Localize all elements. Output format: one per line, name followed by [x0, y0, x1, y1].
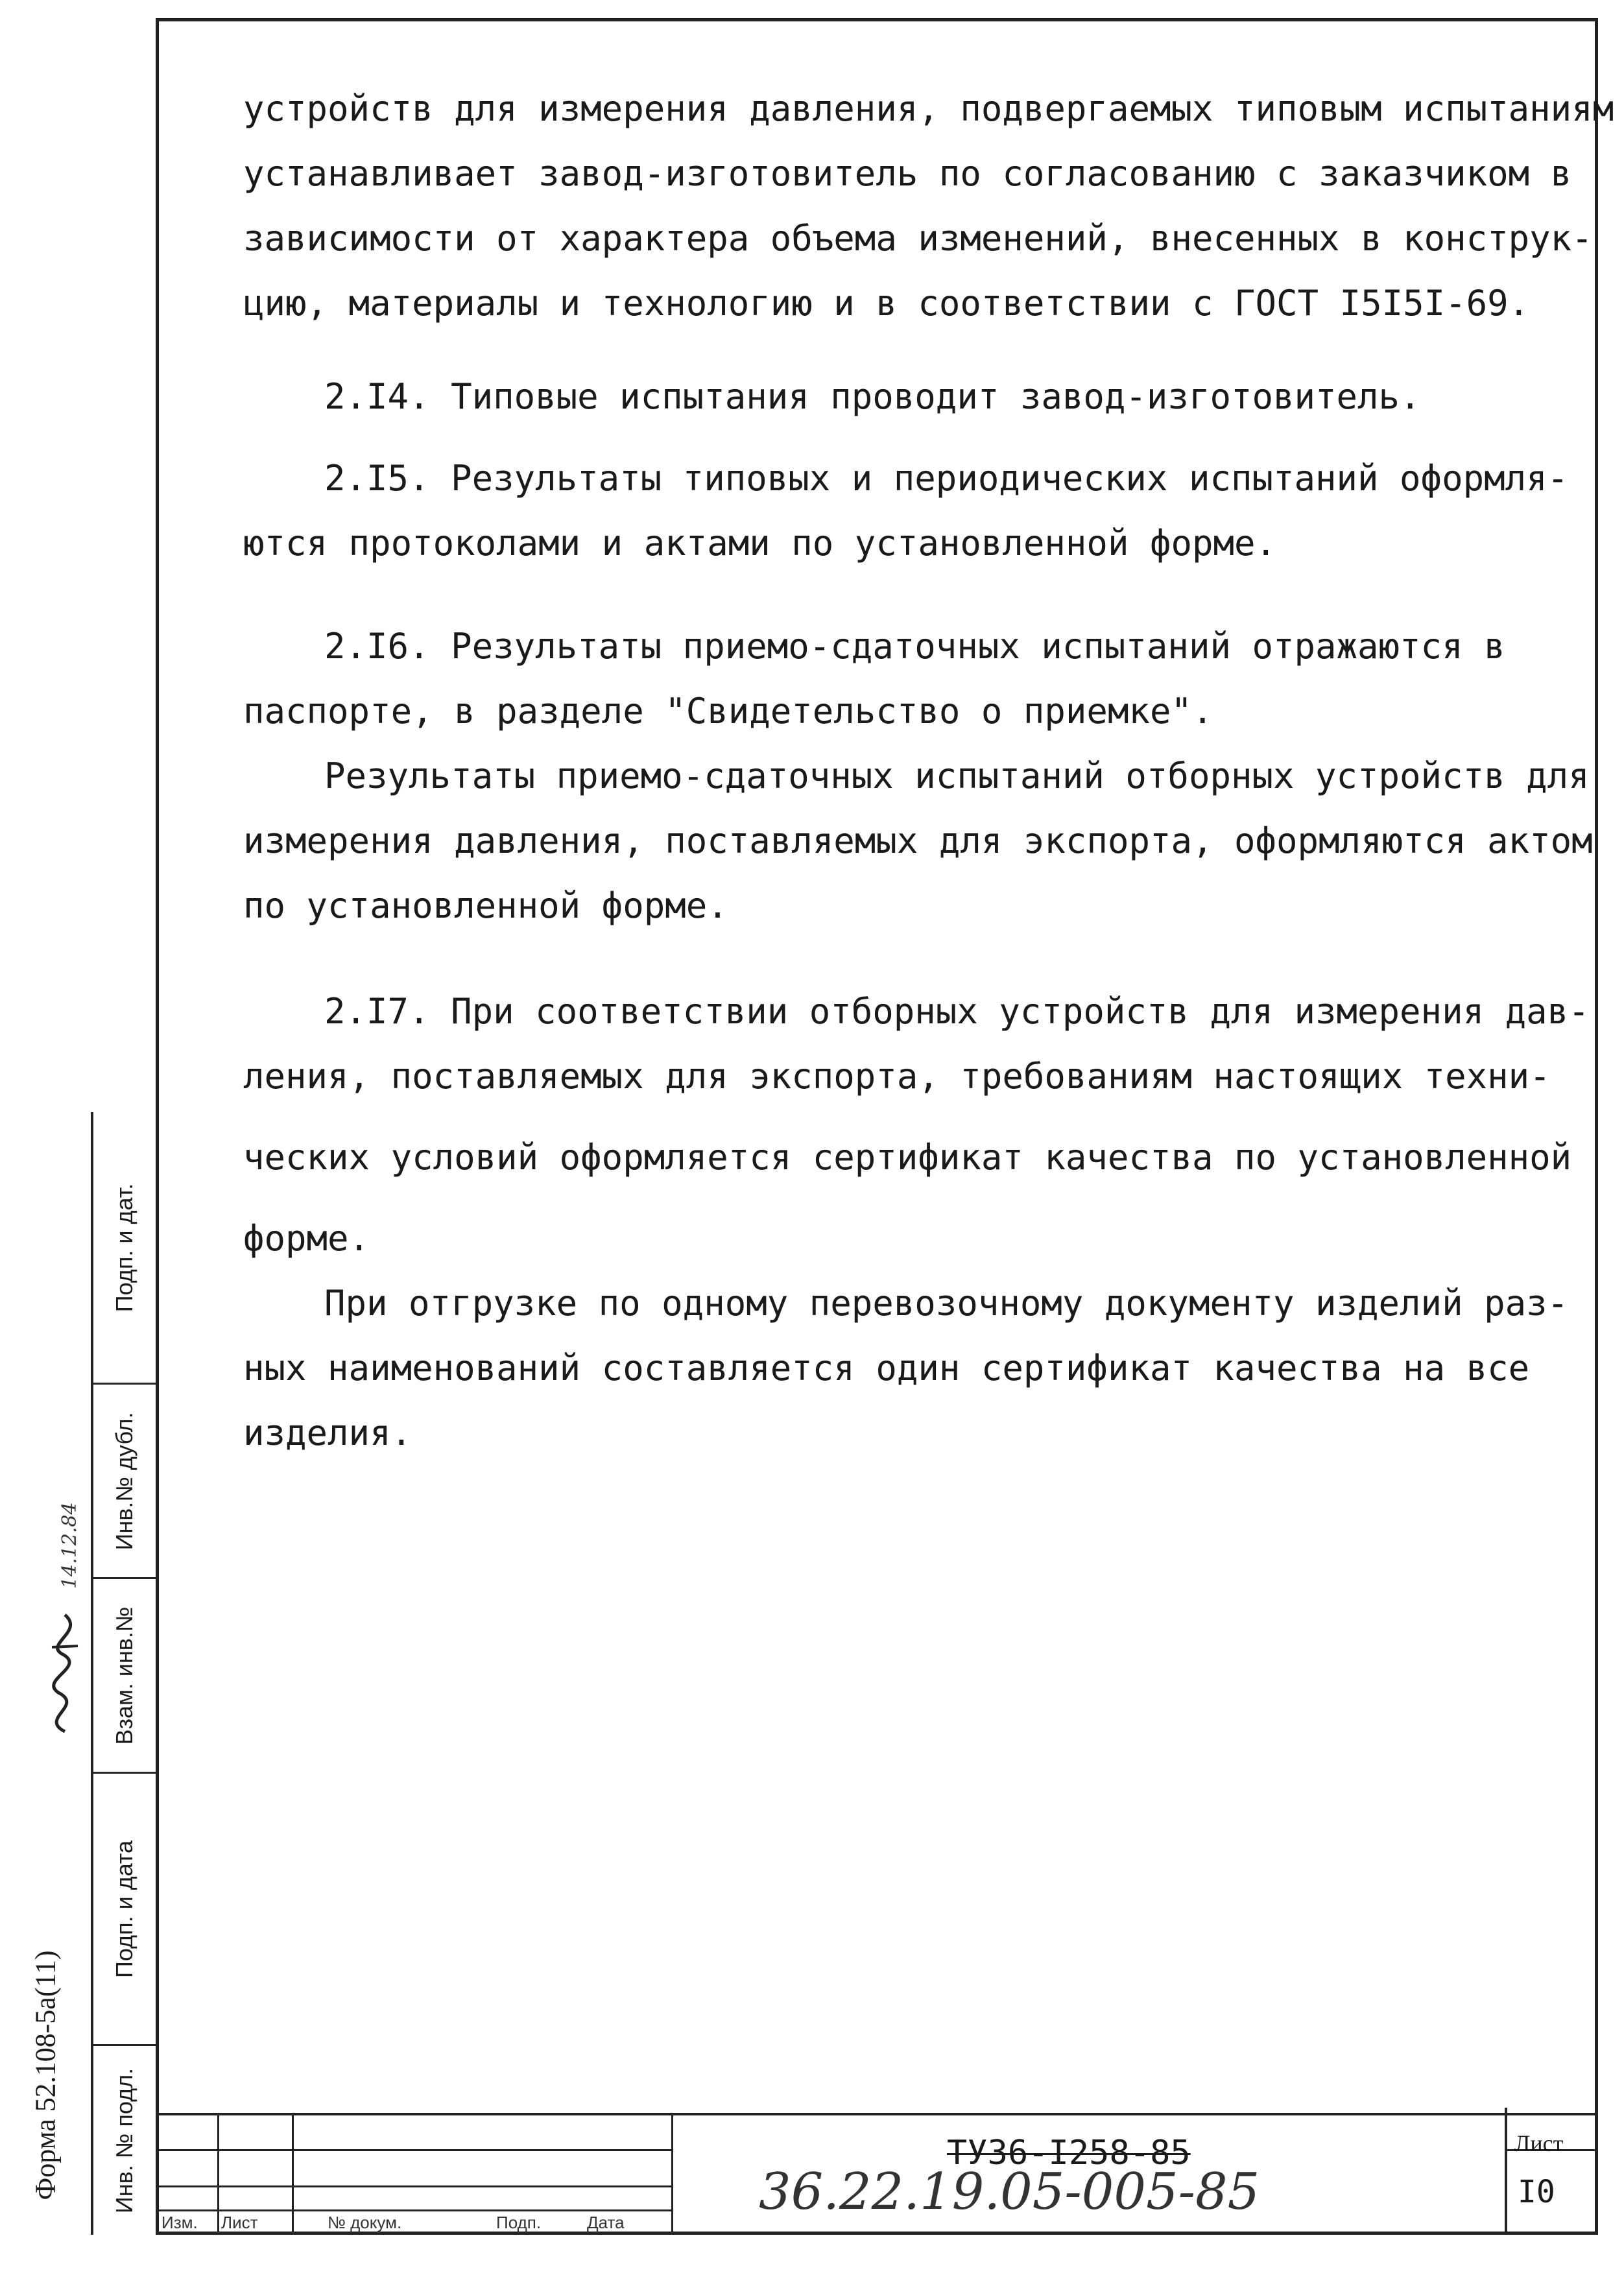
- document-code-text: ТУ36-I258-85: [947, 2134, 1191, 2173]
- stamp-vline: [1505, 2108, 1507, 2234]
- text-line: устройств для измерения давления, подвергаемых типовым испытаниям: [243, 88, 1614, 129]
- stamp-label-list: Лист: [221, 2213, 258, 2232]
- text-line: ческих условий оформляется сертификат качества по установленной: [243, 1137, 1572, 1178]
- text-line: измерения давления, поставляемых для экспорта, оформляются актом: [243, 820, 1593, 861]
- clause-2-15: [243, 446, 1569, 576]
- stamp-vline: [292, 2115, 294, 2234]
- stamp-label-date: Дата: [587, 2213, 625, 2232]
- intro-paragraph: [243, 77, 1614, 336]
- margin-label: Подп. и дат.: [111, 1183, 137, 1312]
- clause-2-17: [243, 979, 1590, 1466]
- text-line: ются протоколами и актами по установленной форме.: [243, 523, 1277, 564]
- text-line: устанавливает завод-изготовитель по согласованию с заказчиком в: [243, 153, 1572, 194]
- sheet-label: Лист: [1514, 2130, 1564, 2156]
- margin-label: Инв.№ дубл.: [111, 1412, 137, 1550]
- text-line: ных наименований составляется один сертификат качества на все: [243, 1348, 1530, 1388]
- signature-date: 14.12.84: [58, 1502, 81, 1589]
- text-line: 2.I4. Типовые испытания проводит завод-изготовитель.: [324, 376, 1421, 417]
- text-line: При отгрузке по одному перевозочному документу изделий раз-: [324, 1283, 1569, 1324]
- stamp-vline: [671, 2115, 673, 2234]
- margin-cell-sign-date-2: [93, 1774, 156, 2046]
- text-line: ления, поставляемых для экспорта, требованиям настоящих техни-: [243, 1056, 1551, 1097]
- stamp-vline: [217, 2115, 219, 2234]
- text-line: 2.I6. Результаты приемо-сдаточных испытаний отражаются в: [324, 626, 1505, 667]
- stamp-hline: [159, 2209, 671, 2211]
- stamp-label-izm: Изм.: [161, 2213, 198, 2232]
- stamp-hline: [159, 2149, 671, 2151]
- margin-cell-sign-date: [93, 1112, 156, 1385]
- sheet-number: I0: [1518, 2174, 1555, 2210]
- text-line: Результаты приемо-сдаточных испытаний отборных устройств для: [324, 756, 1590, 796]
- signature-mark: [26, 1569, 104, 1738]
- margin-cell-inv-dubl: [93, 1385, 156, 1579]
- margin-label: Подп. и дата: [111, 1840, 137, 1978]
- margin-cell-inv-podl: [93, 2046, 156, 2235]
- margin-label: Взам. инв.№: [111, 1606, 137, 1745]
- form-number: Форма 52.108-5а(11): [29, 1950, 62, 2200]
- clause-2-16: [243, 614, 1593, 938]
- text-line: паспорте, в разделе "Свидетельство о приемке".: [243, 691, 1213, 732]
- handwritten-code: 36.22.19.05-005-85: [759, 2163, 1260, 2221]
- text-line: изделия.: [243, 1412, 412, 1453]
- stamp-label-doc: № докум.: [328, 2213, 402, 2232]
- stamp-hline: [159, 2185, 671, 2187]
- text-line: зависимости от характера объема изменений, внесенных в конструк-: [243, 218, 1593, 259]
- text-line: 2.I7. При соответствии отборных устройств для измерения дав-: [324, 991, 1590, 1032]
- clause-2-14: [243, 364, 1566, 429]
- text-line: форме.: [243, 1218, 370, 1259]
- text-line: 2.I5. Результаты типовых и периодических испытаний оформля-: [324, 458, 1569, 499]
- text-line: по установленной форме.: [243, 885, 728, 926]
- stamp-label-podp: Подп.: [496, 2213, 542, 2232]
- text-line: цию, материалы и технологию и в соответствии с ГОСТ I5I5I-69.: [243, 283, 1530, 324]
- margin-label: Инв. № подл.: [111, 2067, 137, 2213]
